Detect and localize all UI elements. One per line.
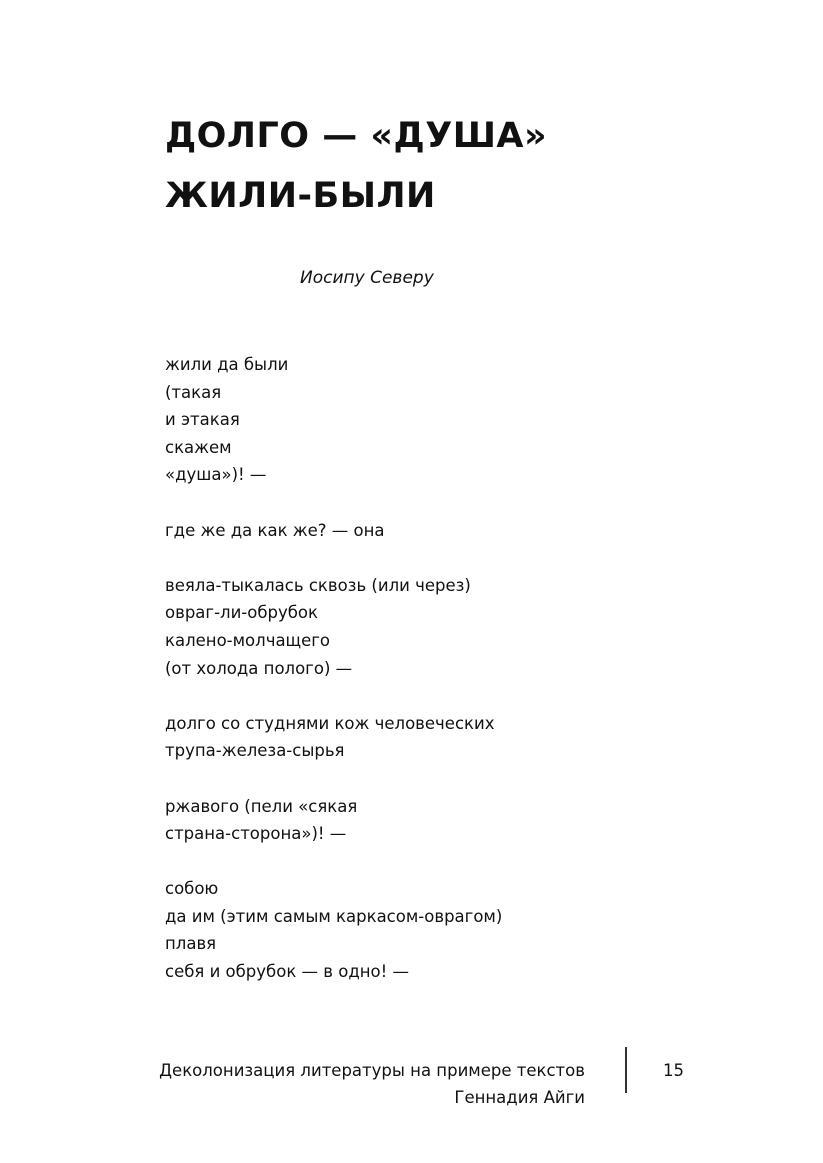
stanza (165, 517, 502, 545)
footer-divider (625, 1047, 627, 1093)
poem-line: веяла-тыкалась сквозь (или через) (165, 575, 471, 595)
poem-line: калено-молчащего (165, 630, 331, 650)
stanza (165, 875, 502, 985)
stanza (165, 572, 502, 682)
poem-line: трупа-железа-сырья (165, 741, 345, 761)
poem-line: плавя (165, 934, 217, 954)
poem-line: «душа»)! — (165, 465, 267, 485)
poem-line: где же да как же? — она (165, 520, 385, 540)
stanza (165, 351, 502, 489)
dedication: Иосипу Северу (300, 268, 434, 288)
poem-line: скажем (165, 437, 232, 457)
page-number: 15 (663, 1061, 684, 1080)
poem-line: жили да были (165, 355, 289, 374)
poem-line: (такая (165, 382, 222, 402)
poem-line: страна-сторона»)! — (165, 824, 347, 844)
poem-line: и этакая (165, 410, 240, 430)
stanza (165, 710, 502, 765)
poem-line: овраг-ли-обрубок (165, 603, 318, 623)
poem-title: ДОЛГО — «ДУША» ЖИЛИ-БЫЛИ (165, 116, 548, 216)
stanza (165, 793, 502, 848)
poem-line: да им (этим самым каркасом-оврагом) (165, 906, 503, 926)
poem-line: (от холода полого) — (165, 658, 353, 678)
running-title (159, 1057, 585, 1111)
running-title-line: Деколонизация литературы на примере текстов (159, 1061, 585, 1080)
poem-line: себя и обрубок — в одно! — (165, 962, 409, 982)
running-title-line: Геннадия Айги (454, 1088, 585, 1107)
poem-body (165, 351, 502, 1013)
poem-line: долго со студнями кож человеческих (165, 713, 495, 733)
poem-line: ржавого (пели «сякая (165, 796, 358, 816)
poem-line: собою (165, 879, 219, 899)
